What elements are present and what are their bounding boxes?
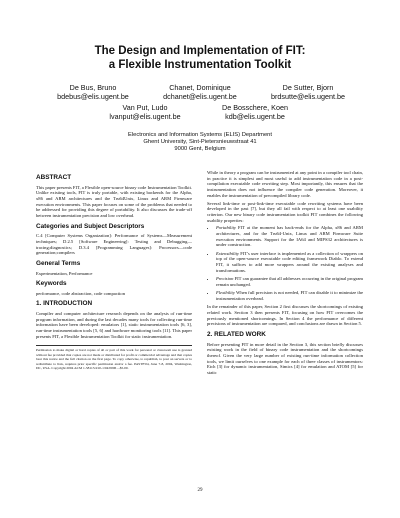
- paper-title: [0, 44, 400, 72]
- author-name: Van Put, Ludo: [122, 103, 168, 112]
- list-item: [216, 276, 363, 287]
- author-email: dchanet@elis.ugent.be: [163, 91, 237, 101]
- list-item-text: FIT's user interface is implemented as a collection of wrappers on top of the open-source executable code editing framework Diablo. To extend FIT, it suffices to add more wrappers around the existing analyses and transformations.: [216, 250, 363, 273]
- author: [190, 104, 320, 121]
- author-name: De Bus, Bruno: [69, 83, 117, 92]
- paragraph: Several link-time or post-link-time executable code rewriting systems have been developed in the past [7], but they all fail with respect to at least one usability criterion. Our new binary code instrumentation toolkit FIT combines the following usability properties:: [207, 200, 363, 223]
- keywords-text: performance, code abstraction, code compaction: [36, 290, 126, 296]
- paragraph: In the remainder of this paper, Section 2 first discusses the shortcomings of existing related work. Section 3 then presents FIT, focusing on how FIT overcomes the previously mentioned shortcomings. In Section 4 the performance of different precisions of instrumentation are compared, and conclusions are drawn in Section 5.: [207, 304, 363, 327]
- author-email: lvanput@elis.ugent.be: [109, 111, 181, 121]
- author-email: kdb@elis.ugent.be: [225, 111, 285, 121]
- list-item-lead: Extensibility: [216, 250, 239, 256]
- terms-text: Experimentation, Performance: [36, 270, 93, 276]
- categories-heading: Categories and Subject Descriptors: [36, 222, 145, 230]
- author-email: brdsutte@elis.ugent.be: [270, 91, 346, 101]
- copyright-footnote: Permission to make digital or hard copies of all or part of this work for personal or classroom use is granted without fee provided that copies are not made or distributed for profit or commercial advantage and that copies bear this notice and the full citation on the first page. To copy otherwise, to republish, to post on servers or to redistribute to lists, requires prior specific permission and/or a fee. PASTE'04, June 7-8, 2004, Washington, DC, USA. Copyright 2004 ACM 1-58113-910-1/04/0006 ...$5.00.: [36, 345, 192, 370]
- list-item: [216, 225, 363, 248]
- list-item-text: When full precision is not needed, FIT can disable it to minimize the instrumentation overhead.: [216, 289, 363, 301]
- author-name: De Bosschere, Koen: [222, 103, 288, 112]
- list-item: [216, 290, 363, 301]
- author-name: De Sutter, Bjorn: [282, 83, 334, 92]
- author-email: bdebus@elis.ugent.be: [57, 91, 129, 101]
- abstract-heading: ABSTRACT: [36, 174, 72, 181]
- author: [243, 84, 373, 101]
- related-work-heading: 2. RELATED WORK: [207, 331, 266, 339]
- list-item-lead: Portability: [216, 225, 236, 231]
- affiliation: [0, 132, 400, 153]
- affiliation-line: Electronics and Information Systems (ELIS) Department: [127, 132, 272, 138]
- affiliation-line: 9000 Gent, Belgium: [174, 146, 226, 152]
- property-list: [207, 225, 363, 301]
- introduction-heading: 1. INTRODUCTION: [36, 300, 93, 308]
- introduction-text: Compiler and computer architecture research depends on the analysis of run-time program information, and during the last decades many tools for collecting run-time information have been developed: emulators [1], static instrumentation tools [6, 3], run-time instrumentation tools [5, 6] and hardware monitoring tools [11]. This paper presents FIT, a Flexible Instrumentation Toolkit for static instrumentation.: [36, 310, 192, 339]
- related-work-text: Before presenting FIT in more detail in the Section 3, this section briefly discusses existing work in the field of binary code instrumentation and the shortcomings thereof. Given the very large number of existing run-time information collection tools, we limit ourselves to one example for each of three classes of instrumentors: Etch [3] for dynamic instrumentation, Simics [4] for emulation and ATOM [5] for static: [207, 341, 363, 376]
- title-line-2: a Flexible Instrumentation Toolkit: [108, 59, 292, 71]
- page-number: 29: [197, 488, 203, 493]
- keywords-heading: Keywords: [36, 280, 67, 288]
- affiliation-line: Ghent University, Sint-Pietersnieuwstraat 41: [143, 139, 257, 145]
- right-column: [207, 170, 363, 378]
- abstract-text: This paper presents FIT, a Flexible open-source binary code Instrumentation Toolkit. Unlike existing tools, FIT is truly portable, with existing backends for the Alpha, x86 and ARM architectures and the Tru64Unix, Linux and ARM Firmware execution environments. This paper focuses on some of the problems that needed to be addressed for providing this degree of portability. It also discusses the trade-off between instrumentation precision and low overhead.: [36, 184, 192, 219]
- author-name: Chanet, Dominique: [169, 83, 231, 92]
- list-item: [216, 251, 363, 274]
- author-row-2: [0, 104, 400, 124]
- terms-heading: General Terms: [36, 260, 81, 268]
- paragraph: While in theory a program can be instrumented at any point in a compiler tool chain, in practice it is simplest and most useful to add instrumentation code in a post-compilation executable code rewriting step. Most importantly, this ensures that the instrumentation does not influence the compiler code generation. Moreover, it enables the instrumentation of precompiled library code.: [207, 170, 363, 198]
- list-item-text: FIT can guarantee that all addresses occurring in the original program remain unchanged.: [216, 275, 363, 287]
- list-item-lead: Precision: [216, 275, 234, 281]
- list-item-text: FIT at the moment has back-ends for the Alpha, x86 and ARM architectures, and for the Tru64-Unix, Linux and ARM Firmware Suite execution environments. Support for the IA64 and MIPS32 architectures is under construction.: [216, 225, 363, 248]
- title-line-1: The Design and Implementation of FIT:: [94, 45, 306, 57]
- list-item-lead: Flexibility: [216, 289, 235, 295]
- author-row-1: [0, 84, 400, 104]
- categories-text: C.4 [Computer Systems Organization]: Performance of Systems—Measurement techniques; D.2.5 [Software Engineering]: Testing and Debugging—tracing;diagnostics; D.3.4 [Programming Languages]: Processors—code generation;compilers: [36, 233, 192, 256]
- author-block: [0, 84, 400, 124]
- left-column: [36, 170, 192, 370]
